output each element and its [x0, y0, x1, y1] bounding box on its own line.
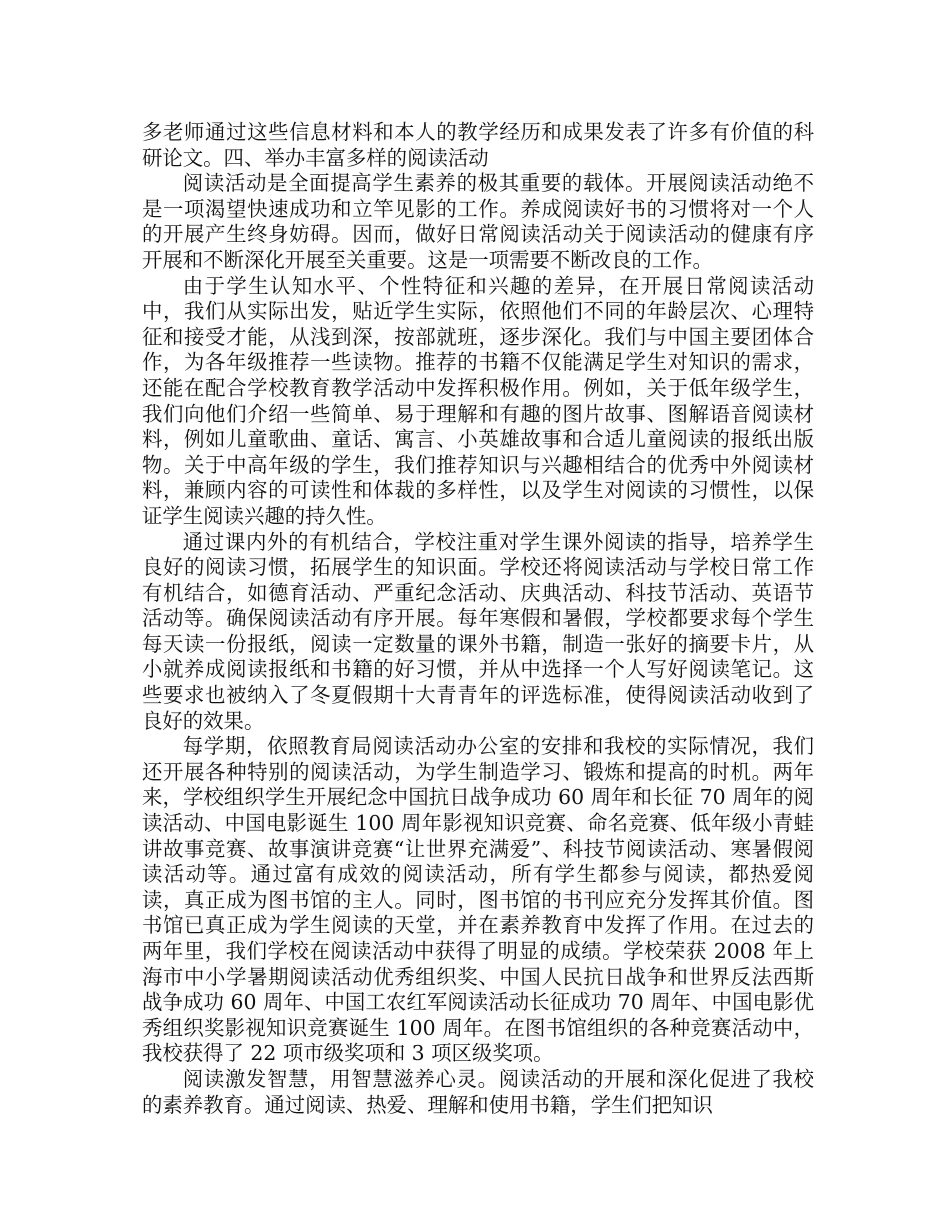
paragraph-5: 每学期，依照教育局阅读活动办公室的安排和我校的实际情况，我们还开展各种特别的阅读活动，为学生制造学习、锻炼和提高的时机。两年来，学校组织学生开展纪念中国抗日战争成功 60 周年和长征 70 周年的阅读活动、中国电影诞生 100 周年影视知识竞赛、命名竞赛、低年级小青蛙讲故事竞赛、故事演讲竞赛“让世界充满爱”、科技节阅读活动、寒暑假阅读活动等。通过富有成效的阅读活动，所有学生都参与阅读，都热爱阅读，真正成为图书馆的主人。同时，图书馆的书刊应充分发挥其价值。图书馆已真正成为学生阅读的天堂，并在素养教育中发挥了作用。在过去的两年里，我们学校在阅读活动中获得了明显的成绩。学校荣获 2008 年上海市中小学暑期阅读活动优秀组织奖、中国人民抗日战争和世界反法西斯战争成功 60 周年、中国工农红军阅读活动长征成功 70 周年、中国电影优秀组织奖影视知识竞赛诞生 100 周年。在图书馆组织的各种竞赛活动中，我校获得了 22 项市级奖项和 3 项区级奖项。 — [142, 734, 814, 1066]
paragraph-2: 阅读活动是全面提高学生素养的极其重要的载体。开展阅读活动绝不是一项渴望快速成功和立竿见影的工作。养成阅读好书的习惯将对一个人的开展产生终身妨碍。因而，做好日常阅读活动关于阅读活动的健康有序开展和不断深化开展至关重要。这是一项需要不断改良的工作。 — [142, 171, 814, 272]
paragraph-4: 通过课内外的有机结合，学校注重对学生课外阅读的指导，培养学生良好的阅读习惯，拓展学生的知识面。学校还将阅读活动与学校日常工作有机结合，如德育活动、严重纪念活动、庆典活动、科技节活动、英语节活动等。确保阅读活动有序开展。每年寒假和暑假，学校都要求每个学生每天读一份报纸，阅读一定数量的课外书籍，制造一张好的摘要卡片，从小就养成阅读报纸和书籍的好习惯，并从中选择一个人写好阅读笔记。这些要求也被纳入了冬夏假期十大青青年的评选标准，使得阅读活动收到了良好的效果。 — [142, 529, 814, 733]
paragraph-3: 由于学生认知水平、个性特征和兴趣的差异，在开展日常阅读活动中，我们从实际出发，贴近学生实际，依照他们不同的年龄层次、心理特征和接受才能，从浅到深，按部就班，逐步深化。我们与中国主要团体合作，为各年级推荐一些读物。推荐的书籍不仅能满足学生对知识的需求，还能在配合学校教育教学活动中发挥积极作用。例如，关于低年级学生，我们向他们介绍一些简单、易于理解和有趣的图片故事、图解语音阅读材料，例如儿童歌曲、童话、寓言、小英雄故事和合适儿童阅读的报纸出版物。关于中高年级的学生，我们推荐知识与兴趣相结合的优秀中外阅读材料，兼顾内容的可读性和体裁的多样性，以及学生对阅读的习惯性，以保证学生阅读兴趣的持久性。 — [142, 273, 814, 528]
paragraph-6: 阅读激发智慧，用智慧滋养心灵。阅读活动的开展和深化促进了我校的素养教育。通过阅读、热爱、理解和使用书籍，学生们把知识 — [142, 1066, 814, 1117]
paragraph-1: 多老师通过这些信息材料和本人的教学经历和成果发表了许多有价值的科研论文。四、举办丰富多样的阅读活动 — [142, 120, 814, 170]
document-page — [142, 120, 814, 1118]
